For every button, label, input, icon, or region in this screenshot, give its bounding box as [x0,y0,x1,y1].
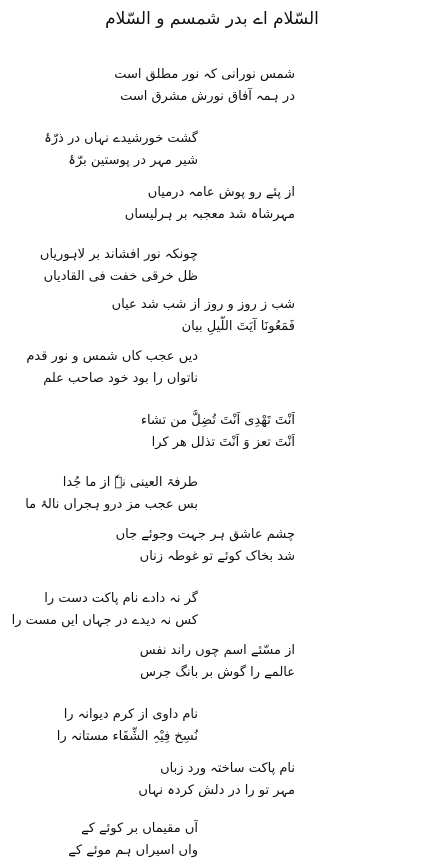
stanza-8 [25,472,198,516]
stanza-3 [125,182,295,226]
stanza-13 [138,758,295,802]
verse-line: ظل خرقی خفت فی القادیاں [43,269,198,284]
verse-line: نُسِخ فِیْہِ الشِّفَاء مستانہ را [56,729,198,744]
verse-line: ناتواں را بود خود صاحب علم [43,371,198,386]
verse-line: فَمَعُونَا آیَتَ اللَّیلِ بیان [181,319,295,334]
stanza-4 [40,244,198,288]
verse-line: بس عجب مز درو ہجراں نالۂ ما [25,497,198,512]
verse-line: چشم عاشق ہر جہت وجوئے جاں [115,527,295,542]
verse-line: چونکہ نور افشاند بر لاہوریاں [39,247,198,262]
poem-title: السّلام اے بدر شمسم و السّلام [105,9,319,29]
stanza-14 [68,818,198,862]
verse-line: عالمے را گوش بر بانگ جرس [140,665,295,680]
verse-line: شمس نورانی کہ نور مطلق است [114,67,295,82]
verse-line: آں مقیماں بر کوئے کے [81,821,198,836]
verse-line: کس نہ دیدے در جہاں ایں مست را [11,613,198,628]
verse-line: گشت خورشیدے نہاں در ذرّۂ [44,131,198,146]
verse-line: در ہمہ آفاق نورش مشرق است [120,89,295,104]
stanza-10 [12,588,198,632]
verse-line: دیں عجب کاں شمس و نور قدم [26,349,198,364]
stanza-9 [116,524,295,568]
verse-line: شب ز روز و روز از شب شد عیاں [111,297,295,312]
verse-line: از مسّئے اسم چوں راند نفس [139,643,295,658]
verse-line: نام داوی از کرم دیوانہ را [63,707,198,722]
verse-line: واں اسیراں ہم موئے کے [68,843,198,858]
verse-line: نام پاکت ساختہ ورد زباں [160,761,295,776]
stanza-6 [26,346,198,390]
stanza-2 [44,128,198,172]
verse-line: اَنْتَ تَهْدِی اَنْتَ تُضِلُّ من تشاء [140,413,295,428]
verse-line: طرفۃ العینی نہٗ از ما جُدا [62,475,198,490]
stanza-7 [141,410,295,454]
verse-line: گر نہ دادے نام پاکت دست را [44,591,198,606]
verse-line: از پئے رو پوش عامہ درمیاں [147,185,295,200]
stanza-5 [112,294,295,338]
verse-line: شد بخاک کوئے تو غوطہ زناں [139,549,295,564]
stanza-11 [140,640,295,684]
stanza-1 [114,64,295,108]
verse-line: مہرشاہ شد معجبہ بر ہرلیساں [124,207,295,222]
verse-line: اَنْتَ تعز وَ اَنْتَ تذلل هر کرا [151,435,295,450]
stanza-12 [57,704,198,748]
verse-line: شیر مہر در پوستین برّۂ [68,153,198,168]
verse-line: مہر تو را در دلش کردہ نہاں [138,783,295,798]
